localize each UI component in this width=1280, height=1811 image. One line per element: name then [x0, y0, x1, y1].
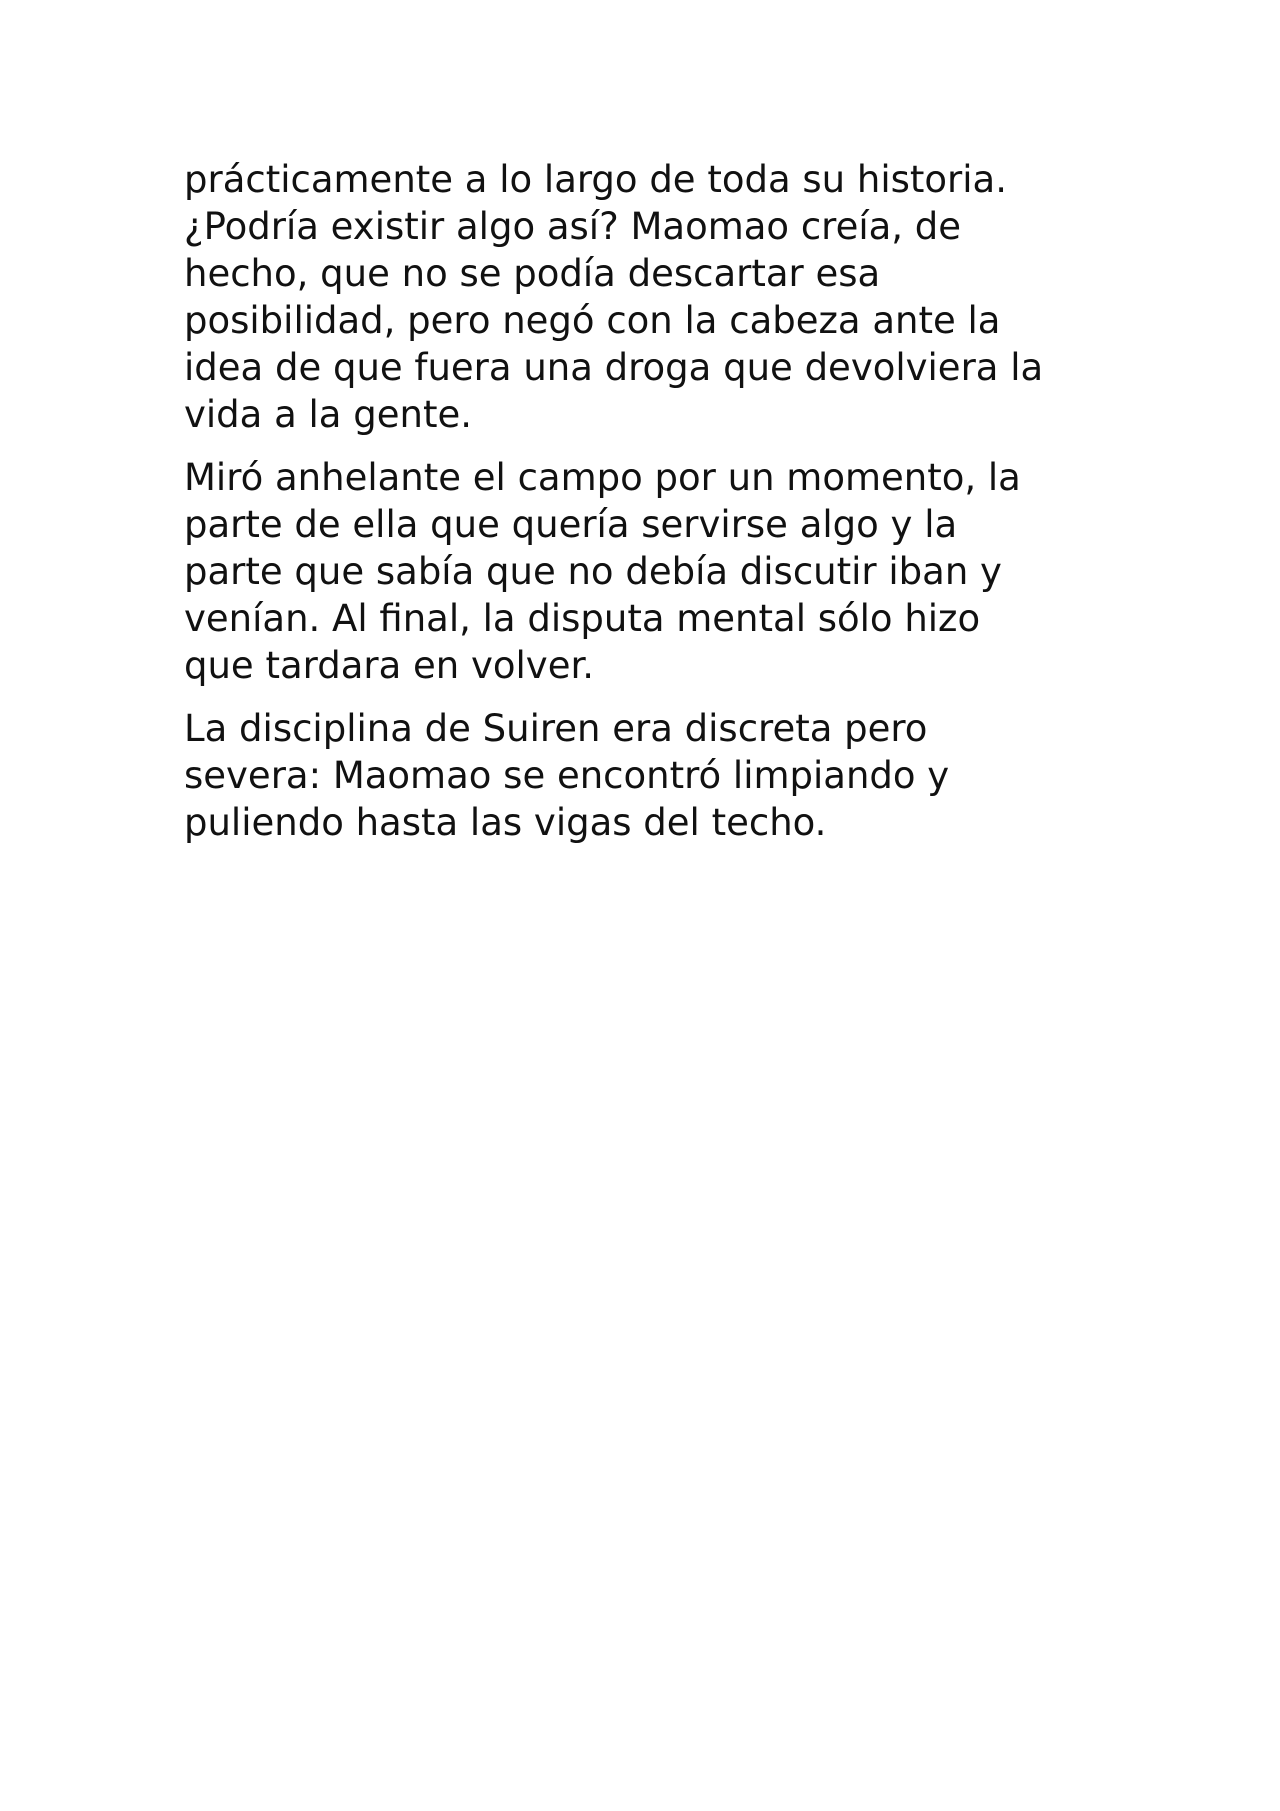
paragraph-1 [184, 156, 1104, 438]
text-line: parte de ella que quería servirse algo y la [184, 503, 958, 546]
text-line: prácticamente a lo largo de toda su historia. [184, 158, 1007, 201]
text-line: posibilidad, pero negó con la cabeza ante la [184, 299, 1001, 342]
paragraph-2 [184, 454, 1104, 689]
paragraph-3 [184, 705, 1104, 846]
text-line: parte que sabía que no debía discutir iban y [184, 550, 1002, 593]
text-line: La disciplina de Suiren era discreta pero [184, 707, 928, 750]
text-line: idea de que fuera una droga que devolviera la [184, 346, 1044, 389]
text-line: puliendo hasta las vigas del techo. [184, 801, 827, 844]
text-line: ¿Podría existir algo así? Maomao creía, de [184, 205, 962, 248]
body-text [184, 156, 1104, 862]
text-line: Miró anhelante el campo por un momento, la [184, 456, 1021, 499]
text-line: hecho, que no se podía descartar esa [184, 252, 881, 295]
text-line: venían. Al final, la disputa mental sólo hizo [184, 597, 981, 640]
text-line: que tardara en volver. [184, 644, 595, 687]
text-line: severa: Maomao se encontró limpiando y [184, 754, 950, 797]
text-line: vida a la gente. [184, 393, 472, 436]
